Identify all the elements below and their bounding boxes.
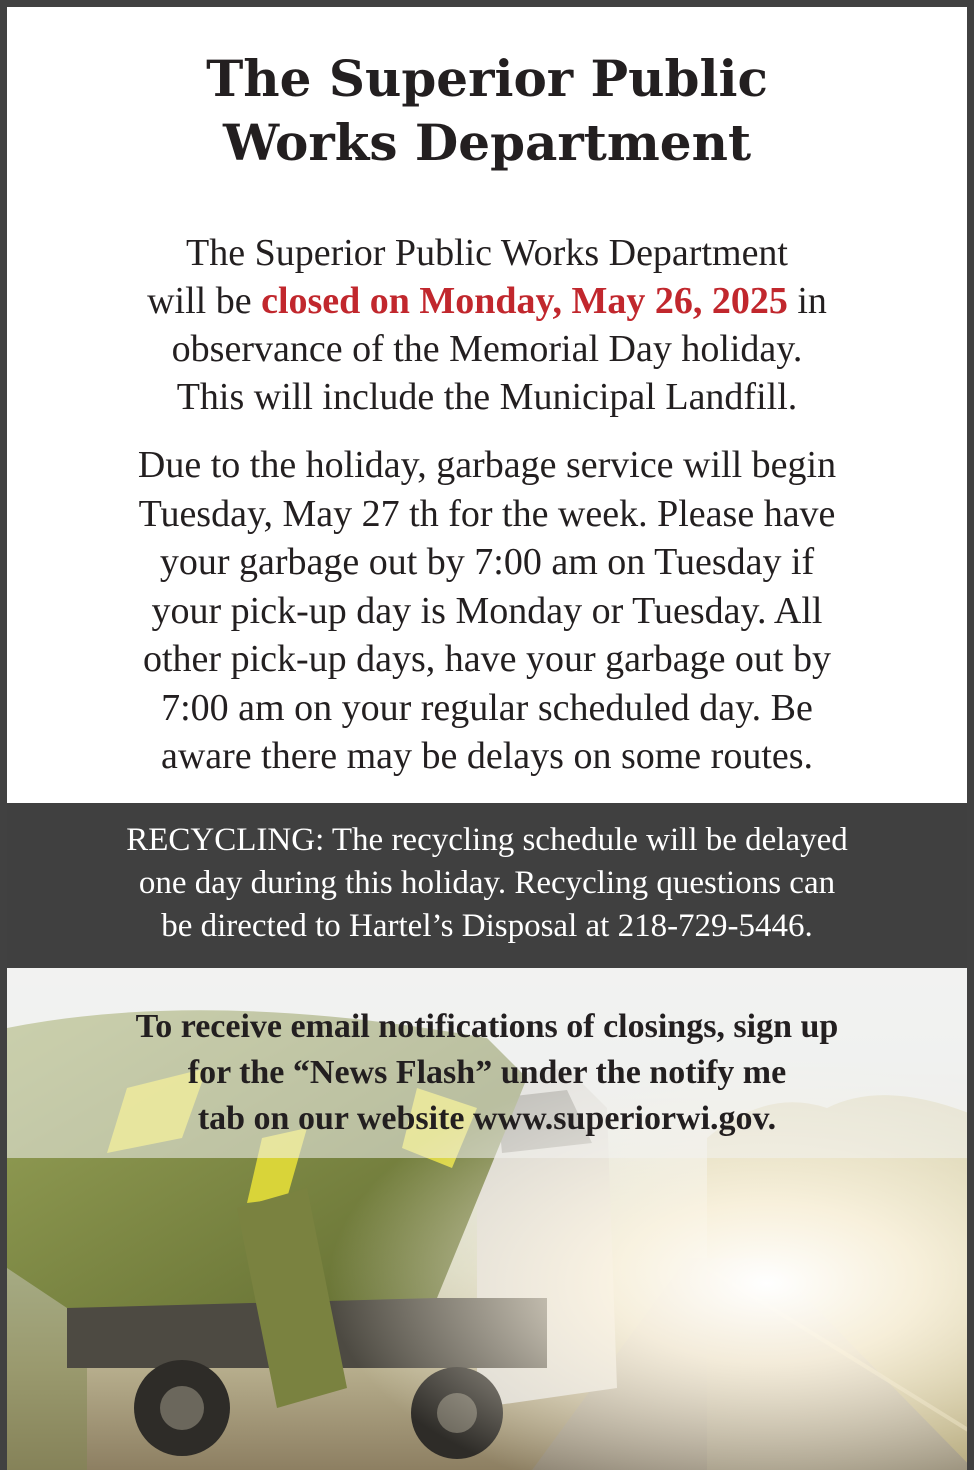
page-title [7, 47, 967, 175]
closure-line-1: The Superior Public Works Department [185, 232, 788, 274]
garbage-line: Tuesday, May 27 th for the week. Please have [138, 492, 836, 535]
closure-line-3: observance of the Memorial Day holiday. [171, 328, 803, 370]
garbage-truck-photo [7, 968, 967, 1470]
garbage-line: other pick-up days, have your garbage out by [142, 638, 831, 680]
closure-line-4: This will include the Municipal Landfill. [176, 376, 798, 418]
recycling-line: be directed to Hartel’s Disposal at 218-729-5446. [161, 908, 813, 944]
garbage-line: aware there may be delays on some routes. [160, 735, 814, 777]
recycling-line: one day during this holiday. Recycling questions can [138, 865, 836, 901]
closed-date-highlight: closed on Monday, May 26, 2025 [261, 280, 788, 322]
garbage-line: your pick-up day is Monday or Tuesday. All [151, 589, 823, 632]
notify-line: for the “News Flash” under the notify me [187, 1054, 787, 1091]
closure-paragraph [7, 229, 967, 421]
recycling-band [7, 803, 967, 968]
garbage-line: 7:00 am on your regular scheduled day. Be [161, 686, 813, 729]
notification-text [7, 1004, 967, 1142]
notify-line: tab on our website www.superiorwi.gov. [197, 1100, 777, 1137]
announcement-section [7, 7, 967, 803]
garbage-line: your garbage out by 7:00 am on Tuesday if [159, 541, 815, 583]
garbage-paragraph [7, 441, 967, 781]
title-line-2: Works Department [222, 113, 752, 172]
closure-line-2: will be closed on Monday, May 26, 2025 in [147, 280, 827, 322]
recycling-line: RECYCLING: The recycling schedule will be delayed [126, 822, 848, 858]
garbage-line: Due to the holiday, garbage service will begin [137, 444, 837, 486]
notify-line: To receive email notifications of closings, sign up [135, 1008, 839, 1045]
title-line-1: The Superior Public [206, 49, 768, 108]
